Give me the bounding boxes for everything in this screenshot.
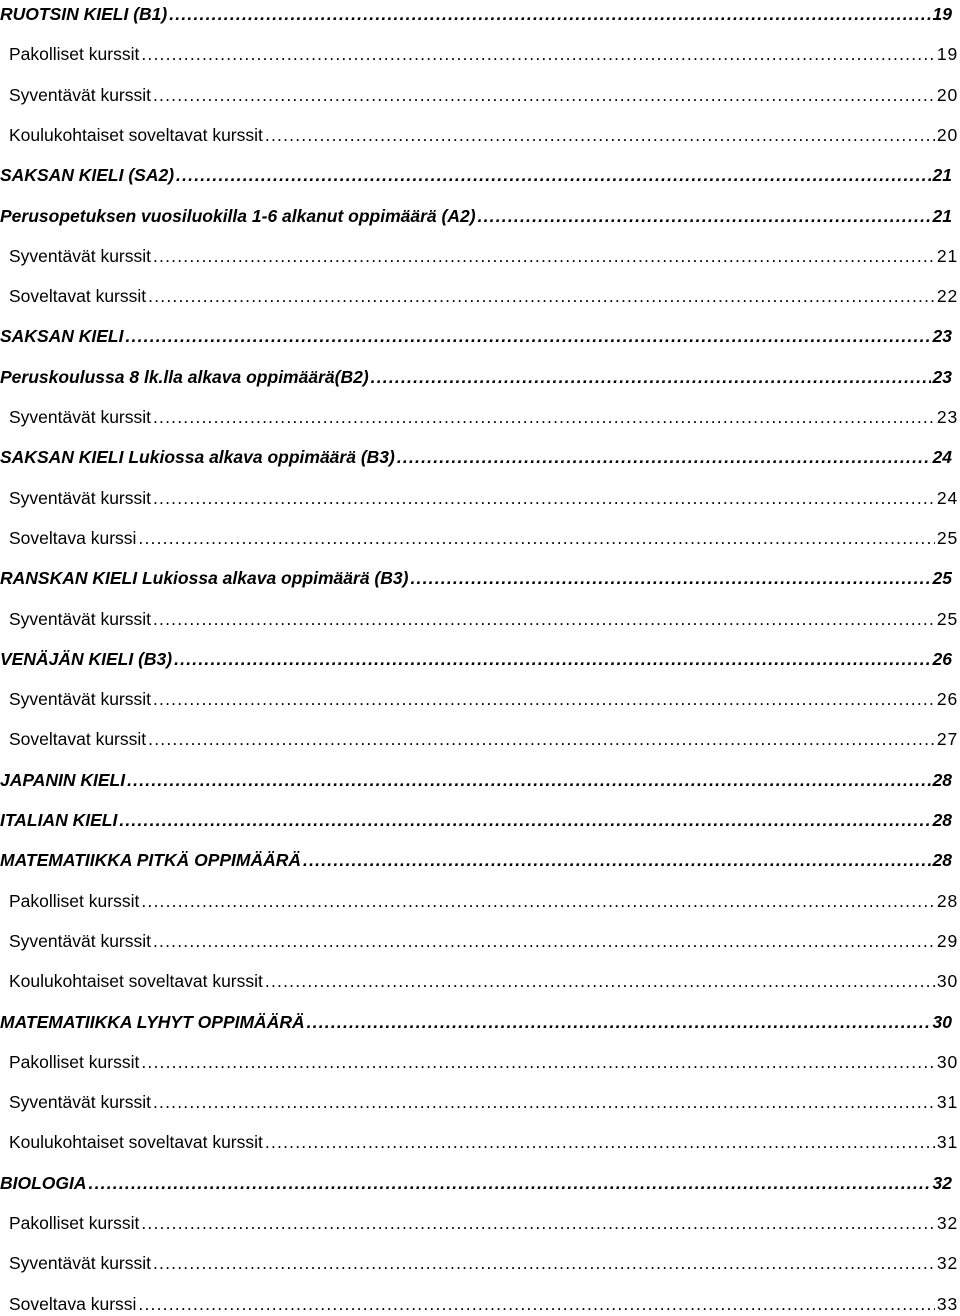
toc-subentry[interactable] (0, 965, 958, 993)
toc-entry-label: SAKSAN KIELI Lukiossa alkava oppimäärä (B3) (0, 447, 395, 468)
toc-entry-label: RUOTSIN KIELI (B1) (0, 4, 168, 24)
toc-heading-entry[interactable] (0, 361, 952, 389)
toc-page-number: 22 (936, 286, 958, 307)
toc-dot-leader (307, 1010, 931, 1034)
toc-dot-leader (141, 42, 935, 66)
toc-dot-leader (148, 727, 935, 751)
toc-subentry[interactable] (0, 885, 958, 913)
toc-dot-leader (148, 284, 935, 308)
toc-subentry[interactable] (0, 119, 958, 147)
toc-dot-leader (153, 1090, 935, 1114)
toc-page-number: 28 (932, 769, 952, 790)
toc-page-number: 24 (932, 447, 952, 468)
toc-dot-leader (141, 1050, 935, 1074)
toc-heading-entry[interactable] (0, 764, 952, 792)
toc-dot-leader (169, 2, 930, 26)
toc-subentry[interactable] (0, 683, 958, 711)
toc-entry-label: SAKSAN KIELI (SA2) (0, 165, 175, 186)
toc-heading-entry[interactable] (0, 844, 952, 872)
toc-entry-label: SAKSAN KIELI (0, 326, 124, 347)
toc-page-number: 31 (936, 1132, 958, 1153)
toc-heading-entry[interactable] (0, 643, 952, 671)
toc-subentry[interactable] (0, 1126, 958, 1154)
toc-page-number: 32 (936, 1213, 958, 1233)
toc-dot-leader (397, 445, 931, 469)
toc-heading-entry[interactable] (0, 320, 952, 348)
toc-entry-label: Pakolliset kurssit (9, 890, 140, 911)
toc-entry-label: Syventävät kurssit (9, 245, 151, 266)
toc-dot-leader (119, 808, 930, 832)
toc-dot-leader (478, 204, 931, 228)
toc-page-number: 31 (936, 1092, 958, 1113)
toc-dot-leader (176, 163, 930, 187)
toc-entry-label: Koulukohtaiset soveltavat kurssit (9, 124, 263, 145)
toc-heading-entry[interactable] (0, 159, 952, 187)
toc-dot-leader (153, 607, 935, 631)
toc-heading-entry[interactable] (0, 200, 952, 228)
toc-page-number: 32 (936, 1253, 958, 1274)
toc-heading-entry[interactable] (0, 562, 952, 590)
toc-entry-label: MATEMATIIKKA PITKÄ OPPIMÄÄRÄ (0, 850, 302, 871)
toc-subentry[interactable] (0, 925, 958, 953)
toc-subentry[interactable] (0, 1086, 958, 1114)
toc-page-number: 20 (936, 124, 958, 145)
toc-entry-label: BIOLOGIA (0, 1172, 87, 1193)
toc-page-number: 27 (936, 729, 958, 750)
toc-heading-entry[interactable] (0, 441, 952, 469)
toc-dot-leader (153, 687, 935, 711)
toc-heading-entry[interactable] (0, 804, 952, 832)
toc-page-number: 26 (936, 689, 958, 710)
toc-subentry[interactable] (0, 723, 958, 751)
toc-dot-leader (153, 929, 935, 953)
toc-page-number: 30 (932, 1011, 952, 1032)
toc-entry-label: Peruskoulussa 8 lk.lla alkava oppimäärä(B2) (0, 366, 369, 387)
toc-subentry[interactable] (0, 1288, 958, 1316)
toc-page-number: 21 (932, 205, 952, 226)
toc-subentry[interactable] (0, 1046, 958, 1074)
toc-page-number: 23 (936, 407, 958, 427)
toc-heading-entry[interactable] (0, 1006, 952, 1034)
toc-page-number: 21 (936, 245, 958, 266)
toc-entry-label: ITALIAN KIELI (0, 810, 118, 830)
toc-page-number: 28 (932, 850, 952, 871)
toc-entry-label: Pakolliset kurssit (9, 44, 140, 65)
toc-entry-label: Soveltava kurssi (9, 1293, 137, 1314)
toc-entry-label: Syventävät kurssit (9, 689, 151, 710)
toc-page-number: 23 (932, 366, 952, 387)
toc-page-number: 26 (932, 648, 952, 669)
toc-page-number: 28 (932, 810, 952, 830)
toc-page-number: 19 (936, 44, 958, 65)
toc-page-number: 23 (932, 326, 952, 347)
toc-entry-label: Syventävät kurssit (9, 487, 151, 508)
toc-page-number: 32 (932, 1172, 952, 1193)
toc-subentry[interactable] (0, 603, 958, 631)
toc-subentry[interactable] (0, 79, 958, 107)
toc-entry-label: Soveltavat kurssit (9, 729, 147, 750)
toc-dot-leader (138, 1292, 935, 1316)
toc-dot-leader (410, 566, 930, 590)
toc-dot-leader (174, 647, 930, 671)
toc-entry-label: Koulukohtaiset soveltavat kurssit (9, 1132, 263, 1153)
toc-dot-leader (138, 526, 935, 550)
toc-dot-leader (125, 324, 930, 348)
toc-page-number: 30 (936, 971, 958, 992)
toc-dot-leader (153, 405, 935, 429)
toc-entry-label: MATEMATIIKKA LYHYT OPPIMÄÄRÄ (0, 1011, 305, 1032)
toc-page-number: 25 (936, 527, 958, 548)
toc-entry-label: Soveltava kurssi (9, 527, 137, 548)
toc-entry-label: Syventävät kurssit (9, 1253, 151, 1274)
toc-subentry[interactable] (0, 280, 958, 308)
toc-entry-label: Syventävät kurssit (9, 84, 151, 105)
toc-dot-leader (141, 1211, 935, 1235)
toc-page-number: 29 (936, 930, 958, 951)
toc-heading-entry[interactable] (0, 0, 952, 26)
toc-page-number: 28 (936, 890, 958, 911)
toc-page-number: 19 (932, 4, 952, 24)
toc-dot-leader (265, 123, 935, 147)
toc-dot-leader (153, 244, 935, 268)
toc-page-number: 20 (936, 84, 958, 105)
toc-subentry[interactable] (0, 38, 958, 66)
toc-entry-label: Pakolliset kurssit (9, 1213, 140, 1233)
toc-dot-leader (265, 1130, 935, 1154)
toc-subentry[interactable] (0, 1247, 958, 1275)
toc-dot-leader (303, 848, 930, 872)
toc-dot-leader (153, 1251, 935, 1275)
toc-subentry[interactable] (0, 401, 958, 429)
toc-entry-label: VENÄJÄN KIELI (B3) (0, 648, 173, 669)
toc-entry-label: Syventävät kurssit (9, 407, 151, 427)
toc-page-number: 24 (936, 487, 958, 508)
toc-page-number: 25 (936, 608, 958, 629)
toc-entry-label: Syventävät kurssit (9, 608, 151, 629)
toc-dot-leader (127, 768, 930, 792)
toc-dot-leader (153, 486, 935, 510)
toc-dot-leader (153, 83, 935, 107)
toc-entry-label: Soveltavat kurssit (9, 286, 147, 307)
toc-entry-label: JAPANIN KIELI (0, 769, 126, 790)
toc-dot-leader (371, 365, 931, 389)
toc-subentry[interactable] (0, 522, 958, 550)
toc-entry-label: Syventävät kurssit (9, 1092, 151, 1113)
toc-heading-entry[interactable] (0, 1167, 952, 1195)
toc-subentry[interactable] (0, 240, 958, 268)
toc-dot-leader (265, 969, 935, 993)
toc-dot-leader (89, 1171, 931, 1195)
toc-entry-label: RANSKAN KIELI Lukiossa alkava oppimäärä (B3) (0, 568, 409, 589)
toc-entry-label: Koulukohtaiset soveltavat kurssit (9, 971, 263, 992)
toc-page-number: 33 (936, 1293, 958, 1314)
toc-page-number: 30 (936, 1051, 958, 1072)
toc-entry-label: Perusopetuksen vuosiluokilla 1-6 alkanut oppimäärä (A2) (0, 205, 476, 226)
toc-entry-label: Pakolliset kurssit (9, 1051, 140, 1072)
toc-subentry[interactable] (0, 1207, 958, 1235)
toc-entry-label: Syventävät kurssit (9, 930, 151, 951)
toc-dot-leader (141, 889, 935, 913)
toc-page-number: 21 (932, 165, 952, 186)
toc-subentry[interactable] (0, 482, 958, 510)
toc-page-number: 25 (932, 568, 952, 589)
